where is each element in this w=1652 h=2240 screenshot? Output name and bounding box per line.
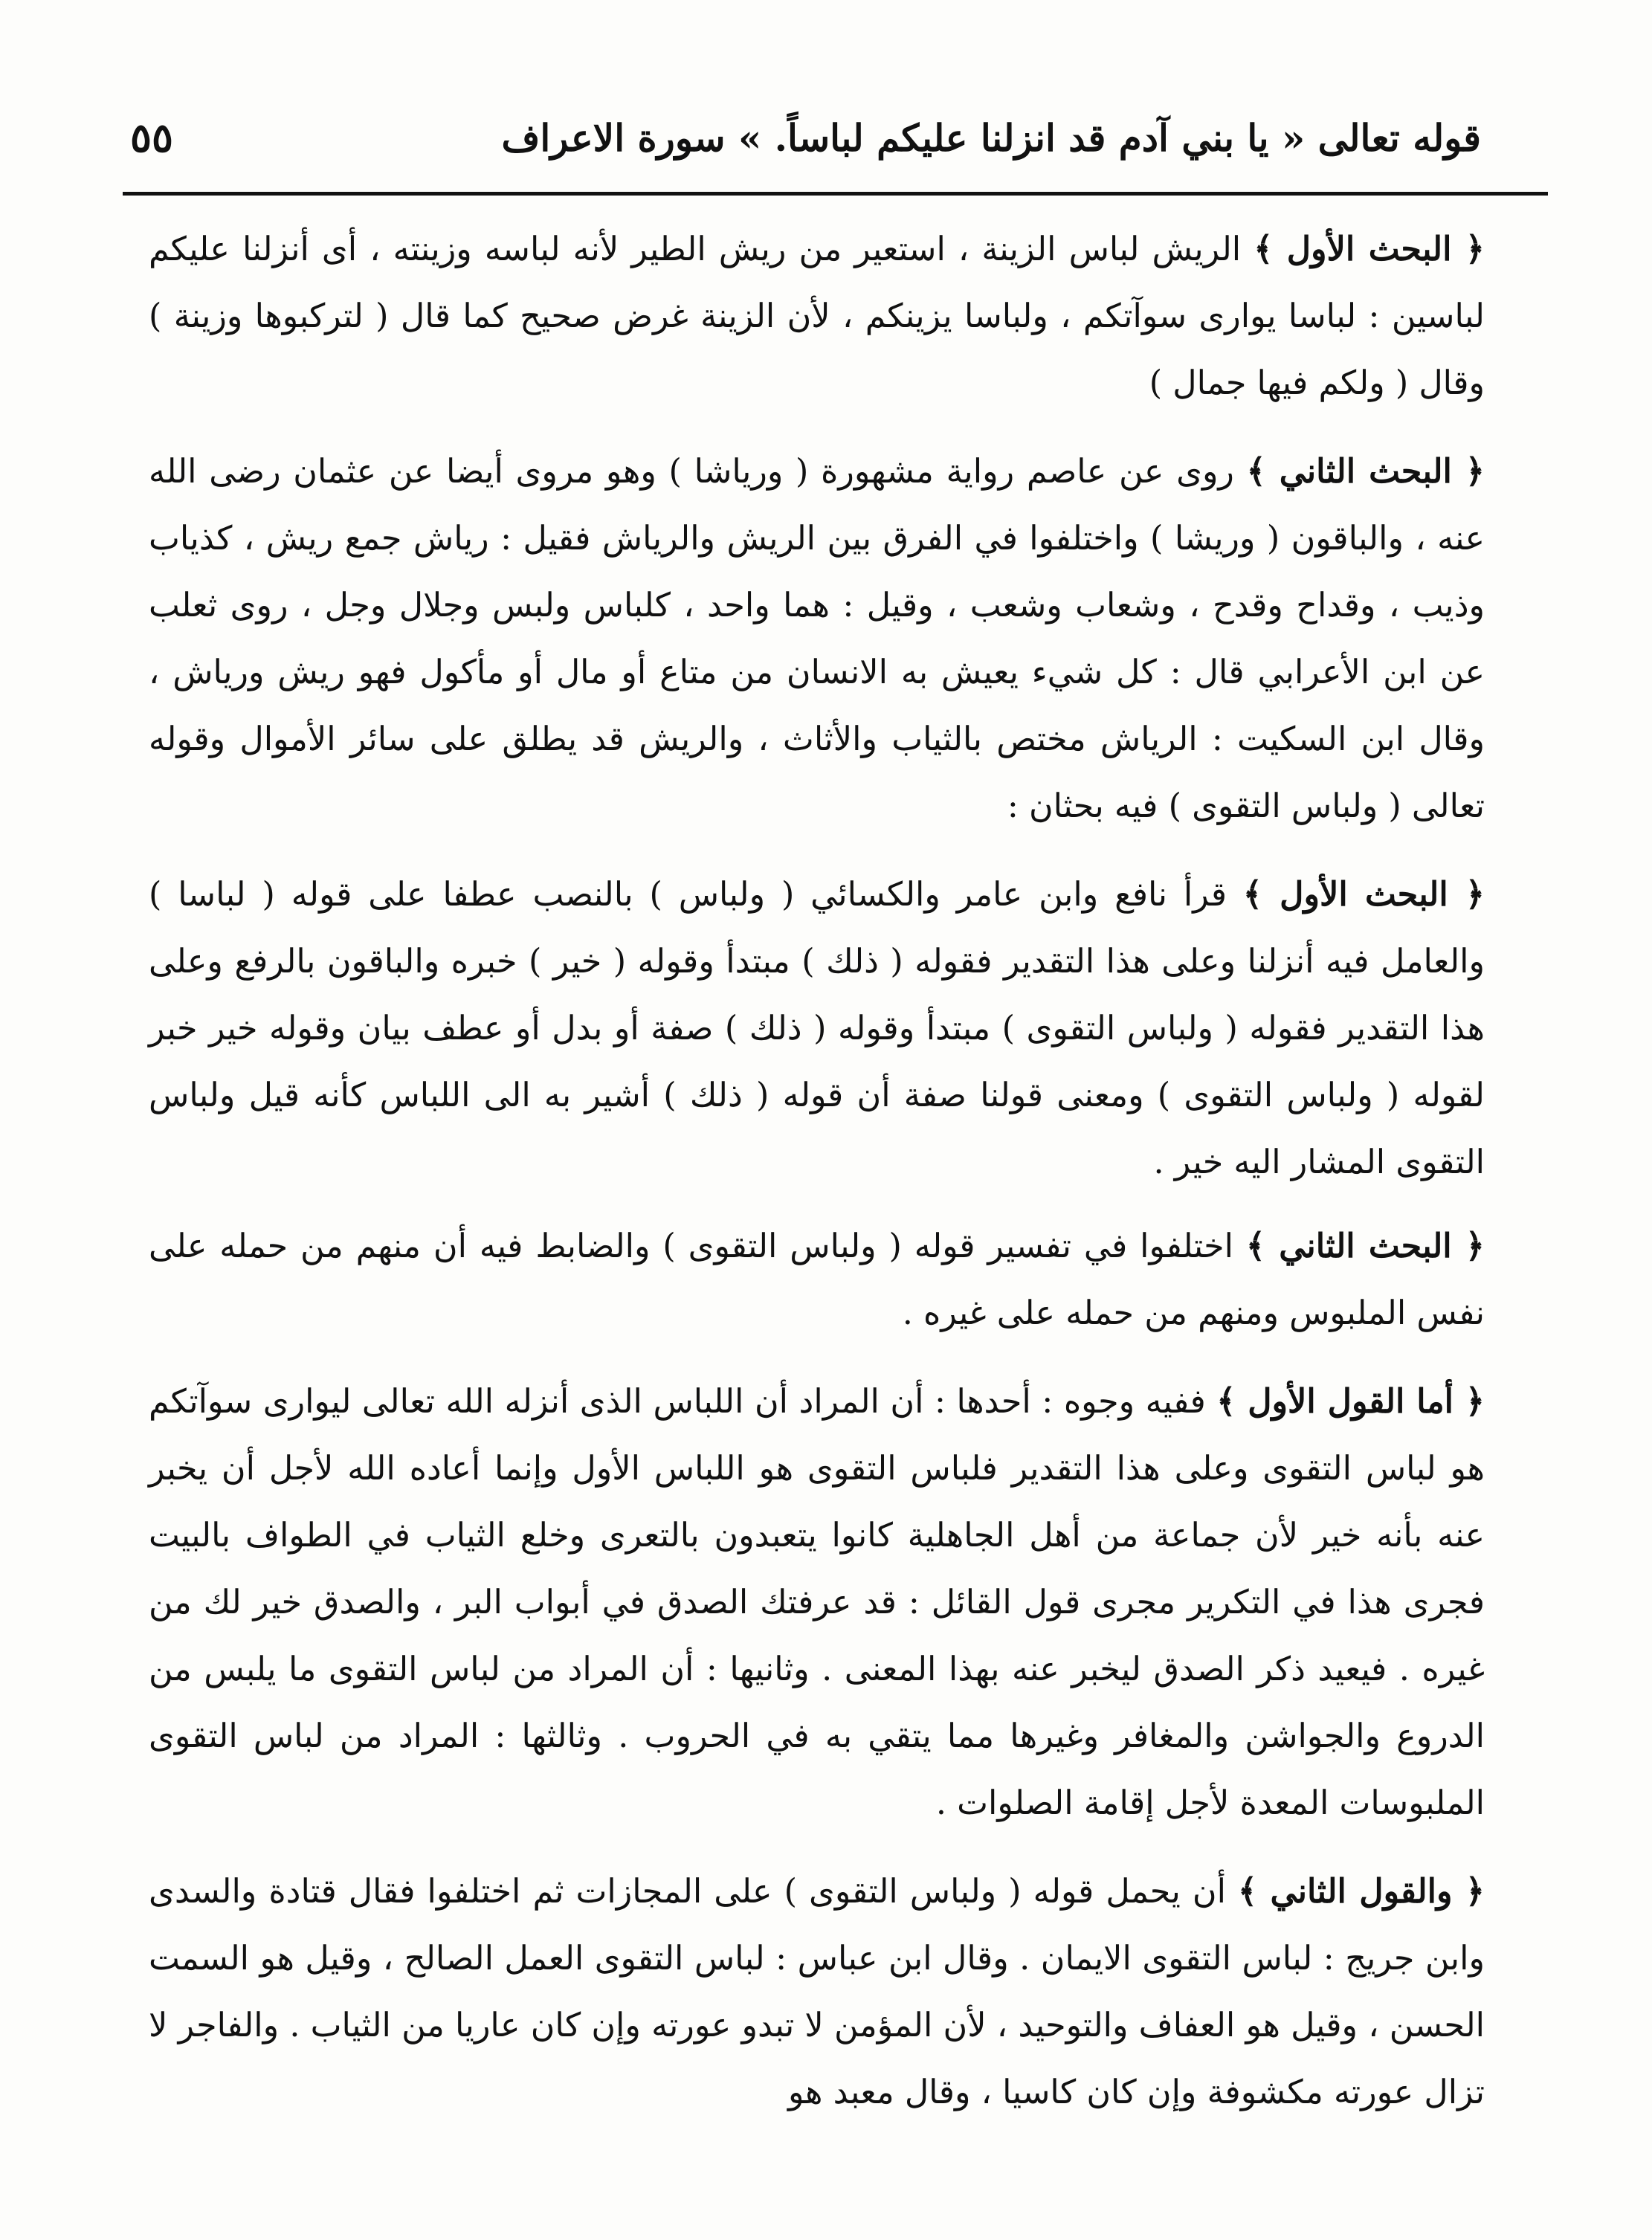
page-body <box>149 216 1485 2147</box>
paragraph-heading: ﴿ أما القول الأول ﴾ <box>1216 1382 1485 1421</box>
paragraph-text: قرأ نافع وابن عامر والكسائي ( ولباس ) بالنصب عطفا على قوله ( لباسا ) والعامل فيه أنزلنا وعلى هذا التقدير فقوله ( ذلك ) مبتدأ وقوله ( خير ) خبره والباقون بالرفع وعلى هذا التقدير فقوله ( ولباس التقوى ) مبتدأ وقوله ( ذلك ) صفة أو بدل أو عطف بيان وقوله خير خبر لقوله ( ولباس التقوى ) ومعنى قولنا صفة أن قوله ( ذلك ) أشير به الى اللباس كأنه قيل ولباس التقوى المشار اليه خير . <box>149 876 1485 1181</box>
paragraph-4 <box>149 1213 1485 1347</box>
paragraph-text: الريش لباس الزينة ، استعير من ريش الطير لأنه لباسه وزينته ، أى أنزلنا عليكم لباسين : لباسا يوارى سوآتكم ، ولباسا يزينكم ، لأن الزينة غرض صحيح كما قال ( لتركبوها وزينة ) وقال ( ولكم فيها جمال ) <box>149 230 1485 402</box>
paragraph-5 <box>149 1368 1485 1837</box>
paragraph-3 <box>149 861 1485 1196</box>
header-title: قوله تعالى « يا بني آدم قد انزلنا عليكم لباساً. » سورة الاعراف <box>501 115 1481 160</box>
paragraph-2 <box>149 438 1485 840</box>
paragraph-heading: ﴿ البحث الثاني ﴾ <box>1246 452 1485 491</box>
paragraph-heading: ﴿ البحث الأول ﴾ <box>1242 875 1485 914</box>
paragraph-text: اختلفوا في تفسير قوله ( ولباس التقوى ) والضابط فيه أن منهم من حمله على نفس الملبوس ومنهم من حمله على غيره . <box>149 1227 1485 1332</box>
paragraph-text: روى عن عاصم رواية مشهورة ( ورياشا ) وهو مروى أيضا عن عثمان رضى الله عنه ، والباقون ( وريشا ) واختلفوا في الفرق بين الريش والرياش فقيل : رياش جمع ريش ، كذياب وذيب ، وقداح وقدح ، وشعاب وشعب ، وقيل : هما واحد ، كلباس ولبس وجلال وجل ، روى ثعلب عن ابن الأعرابي قال : كل شيء يعيش به الانسان من متاع أو مال أو مأكول فهو ريش ورياش ، وقال ابن السكيت : الرياش مختص بالثياب والأثاث ، والريش قد يطلق على سائر الأموال وقوله تعالى ( ولباس التقوى ) فيه بحثان : <box>149 453 1485 825</box>
paragraph-heading: ﴿ البحث الثاني ﴾ <box>1245 1227 1485 1265</box>
paragraph-text: أن يحمل قوله ( ولباس التقوى ) على المجازات ثم اختلفوا فقال قتادة والسدى وابن جريج : لباس التقوى الايمان . وقال ابن عباس : لباس التقوى العمل الصالح ، وقيل هو السمت الحسن ، وقيل هو العفاف والتوحيد ، لأن المؤمن لا تبدو عورته وإن كان عاريا من الثياب . والفاجر لا تزال عورته مكشوفة وإن كان كاسيا ، وقال معبد هو <box>149 1873 1485 2111</box>
paragraph-1 <box>149 216 1485 417</box>
paragraph-heading: ﴿ البحث الأول ﴾ <box>1253 230 1485 268</box>
running-header <box>130 104 1481 171</box>
paragraph-text: ففيه وجوه : أحدها : أن المراد أن اللباس الذى أنزله الله تعالى ليوارى سوآتكم هو لباس التقوى وعلى هذا التقدير فلباس التقوى هو اللباس الأول وإنما أعاده الله لأجل أن يخبر عنه بأنه خير لأن جماعة من أهل الجاهلية كانوا يتعبدون بالتعرى وخلع الثياب في الطواف بالبيت فجرى هذا في التكرير مجرى قول القائل : قد عرفتك الصدق في أبواب البر ، والصدق خير لك من غيره . فيعيد ذكر الصدق ليخبر عنه بهذا المعنى . وثانيها : أن المراد من لباس التقوى ما يلبس من الدروع والجواشن والمغافر وغيرها مما يتقي به في الحروب . وثالثها : المراد من لباس التقوى الملبوسات المعدة لأجل إقامة الصلوات . <box>149 1383 1485 1822</box>
paragraph-6 <box>149 1858 1485 2126</box>
paragraph-heading: ﴿ والقول الثاني ﴾ <box>1238 1872 1485 1911</box>
page-number: ٥٥ <box>130 114 174 161</box>
header-rule <box>123 192 1548 196</box>
